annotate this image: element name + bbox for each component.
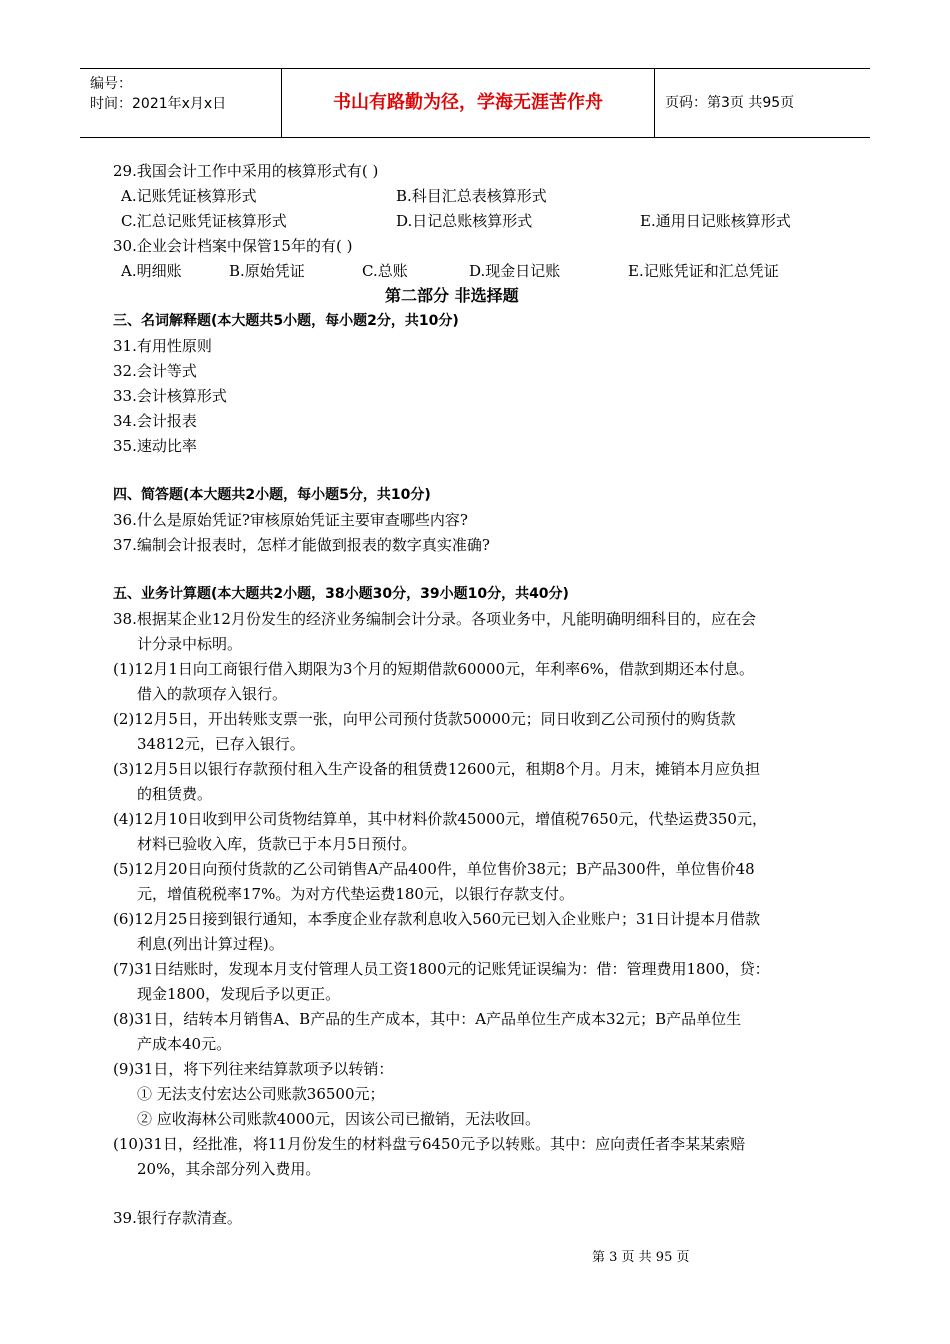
item-9: (9)31日，将下列往来结算款项予以转销： bbox=[113, 1060, 394, 1078]
part-two-title: 第二部分 非选择题 bbox=[385, 286, 519, 305]
page-header bbox=[80, 68, 870, 138]
item-8: (8)31日，结转本月销售A、B产品的生产成本，其中：A产品单位生产成本32元；B产品单位生 bbox=[113, 1010, 742, 1028]
item-4-cont: 材料已验收入库，货款已于本月5日预付。 bbox=[137, 835, 417, 853]
q30-option-a: A.明细账 bbox=[121, 262, 182, 280]
q29-option-b: B.科目汇总表核算形式 bbox=[396, 187, 547, 205]
question-31: 31.有用性原则 bbox=[113, 337, 212, 355]
question-34: 34.会计报表 bbox=[113, 412, 197, 430]
item-1-cont: 借入的款项存入银行。 bbox=[137, 685, 288, 703]
header-meta bbox=[80, 69, 280, 137]
item-7: (7)31日结账时，发现本月支付管理人员工资1800元的记账凭证误编为：借：管理费用1800，贷： bbox=[113, 960, 770, 978]
question-38: 38.根据某企业12月份发生的经济业务编制会计分录。各项业务中，凡能明确明细科目的，应在会 bbox=[113, 610, 756, 628]
question-36: 36.什么是原始凭证?审核原始凭证主要审查哪些内容? bbox=[113, 511, 468, 529]
q30-option-b: B.原始凭证 bbox=[229, 262, 305, 280]
item-3: (3)12月5日以银行存款预付租入生产设备的租赁费12600元，租期8个月。月末，摊销本月应负担 bbox=[113, 760, 761, 778]
question-29: 29.我国会计工作中采用的核算形式有( ) bbox=[113, 162, 379, 180]
q29-option-a: A.记账凭证核算形式 bbox=[121, 187, 257, 205]
item-8-cont: 产成本40元。 bbox=[137, 1035, 232, 1053]
question-30: 30.企业会计档案中保管15年的有( ) bbox=[113, 237, 353, 255]
item-10-cont: 20%，其余部分列入费用。 bbox=[137, 1160, 321, 1178]
question-35: 35.速动比率 bbox=[113, 437, 197, 455]
q30-option-c: C.总账 bbox=[362, 262, 408, 280]
item-9-sub-1: ① 无法支付宏达公司账款36500元； bbox=[137, 1085, 385, 1103]
question-38-cont: 计分录中标明。 bbox=[137, 635, 243, 653]
item-6-cont: 利息(列出计算过程)。 bbox=[137, 935, 284, 953]
item-3-cont: 的租赁费。 bbox=[137, 785, 213, 803]
item-1: (1)12月1日向工商银行借入期限为3个月的短期借款60000元，年利率6%，借款到期还本付息。 bbox=[113, 660, 754, 678]
page-footer: 第 3 页 共 95 页 bbox=[592, 1250, 690, 1265]
item-5-cont: 元，增值税税率17%。为对方代垫运费180元，以银行存款支付。 bbox=[137, 885, 574, 903]
section-5-heading: 五、业务计算题(本大题共2小题，38小题30分，39小题10分，共40分) bbox=[113, 586, 569, 602]
header-page-info: 页码：第3页 共95页 bbox=[665, 95, 795, 111]
q29-option-c: C.汇总记账凭证核算形式 bbox=[121, 212, 287, 230]
q30-option-d: D.现金日记账 bbox=[469, 262, 561, 280]
item-7-cont: 现金1800，发现后予以更正。 bbox=[137, 985, 341, 1003]
q29-option-e: E.通用日记账核算形式 bbox=[640, 212, 791, 230]
item-6: (6)12月25日接到银行通知，本季度企业存款利息收入560元已划入企业账户；31日计提本月借款 bbox=[113, 910, 761, 928]
item-2-cont: 34812元，已存入银行。 bbox=[137, 735, 305, 753]
number-label: 编号： bbox=[90, 76, 132, 92]
question-37: 37.编制会计报表时，怎样才能做到报表的数字真实准确? bbox=[113, 536, 490, 554]
section-3-heading: 三、名词解释题(本大题共5小题，每小题2分，共10分) bbox=[113, 313, 459, 329]
question-33: 33.会计核算形式 bbox=[113, 387, 227, 405]
header-motto: 书山有路勤为径，学海无涯苦作舟 bbox=[281, 69, 655, 137]
item-2: (2)12月5日，开出转账支票一张，向甲公司预付货款50000元；同日收到乙公司预付的购货款 bbox=[113, 710, 736, 728]
q30-option-e: E.记账凭证和汇总凭证 bbox=[628, 262, 779, 280]
section-4-heading: 四、简答题(本大题共2小题，每小题5分，共10分) bbox=[113, 487, 431, 503]
question-39: 39.银行存款清查。 bbox=[113, 1209, 242, 1227]
time-label: 时间：2021年x月x日 bbox=[90, 96, 227, 112]
q29-option-d: D.日记总账核算形式 bbox=[396, 212, 533, 230]
item-4: (4)12月10日收到甲公司货物结算单，其中材料价款45000元，增值税7650元，代垫运费350元， bbox=[113, 810, 767, 828]
question-32: 32.会计等式 bbox=[113, 362, 197, 380]
item-5: (5)12月20日向预付货款的乙公司销售A产品400件，单位售价38元；B产品300件，单位售价48 bbox=[113, 860, 755, 878]
item-10: (10)31日，经批准，将11月份发生的材料盘亏6450元予以转账。其中：应向责任者李某某索赔 bbox=[113, 1135, 746, 1153]
item-9-sub-2: ② 应收海林公司账款4000元，因该公司已撤销，无法收回。 bbox=[137, 1110, 540, 1128]
